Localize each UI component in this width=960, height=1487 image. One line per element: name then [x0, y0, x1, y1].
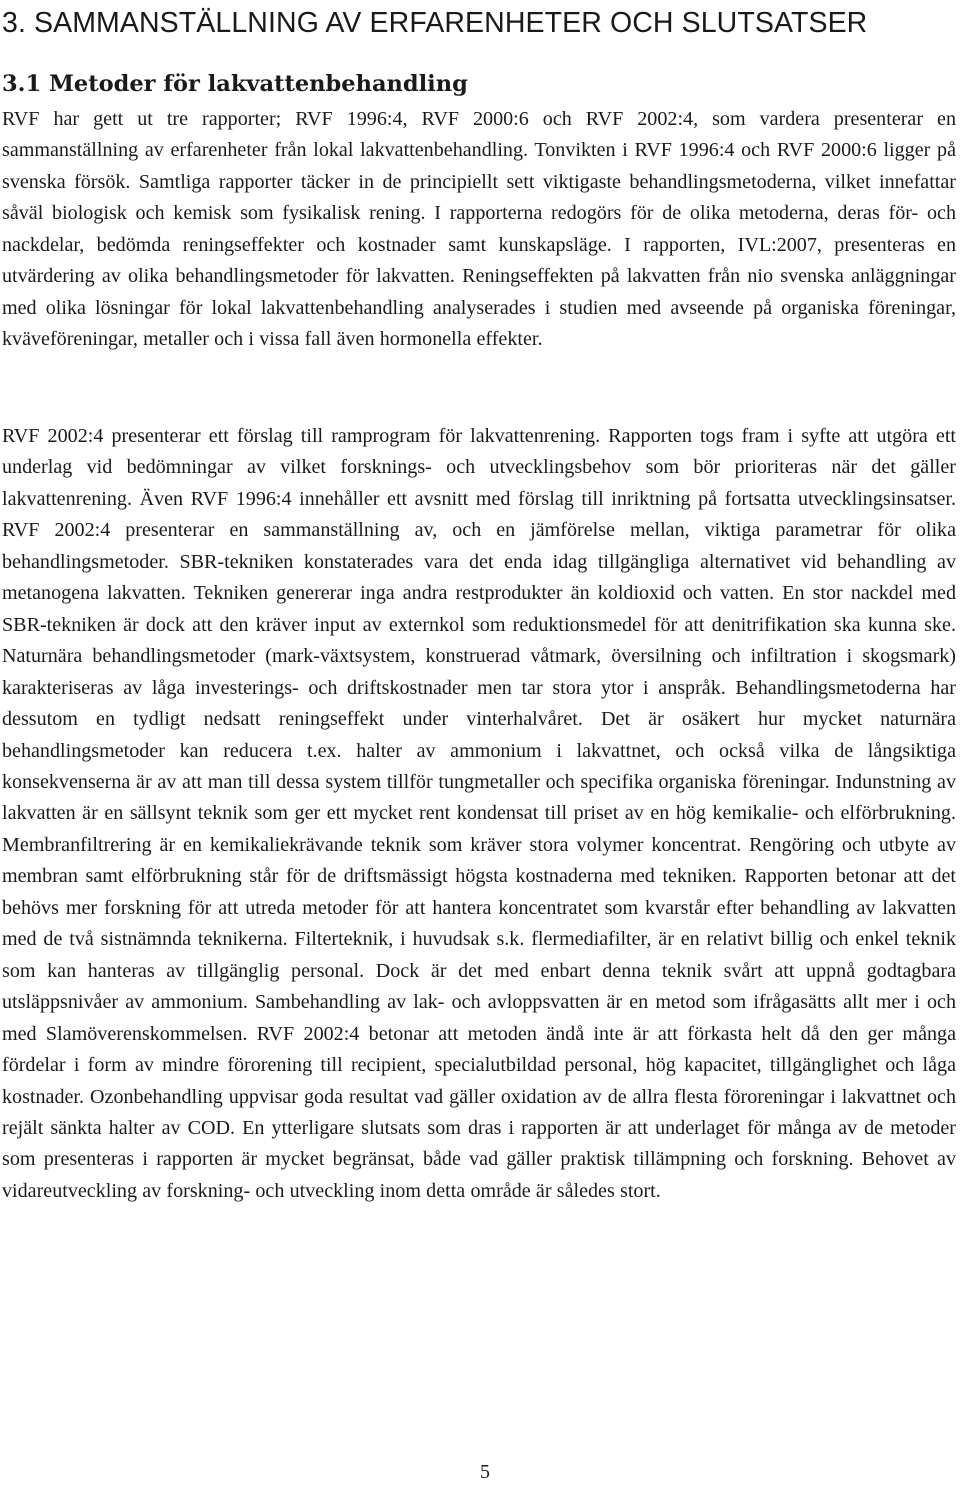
body-paragraph-1: RVF har gett ut tre rapporter; RVF 1996:4, RVF 2000:6 och RVF 2002:4, som vardera presenterar en sammanställning av erfarenheter från lokal lakvattenbehandling. Tonvikten i RVF 1996:4 och RVF 2000:6 ligger på svenska försök. Samtliga rapporter täcker in de principiellt sett viktigaste behandlingsmetoderna, vilket innefattar såväl biologisk och kemisk som fysikalisk rening. I rapporterna redogörs för de olika metoderna, deras för- och nackdelar, bedömda reningseffekter och kostnader samt kunskapsläge. I rapporten, IVL:2007, presenteras en utvärdering av olika behandlingsmetoder för lakvatten. Reningseffekten på lakvatten från nio svenska anläggningar med olika lösningar för lokal lakvattenbehandling analyserades i studien med avseende på organiska föreningar, kväveföreningar, metaller och i vissa fall även hormonella effekter. [2, 108, 956, 351]
chapter-title: 3. SAMMANSTÄLLNING AV ERFARENHETER OCH SLUTSATSER [2, 7, 868, 39]
body-paragraph-2: RVF 2002:4 presenterar ett förslag till ramprogram för lakvattenrening. Rapporten togs fram i syfte att utgöra ett underlag vid bedömningar av vilket forsknings- och utvecklingsbehov som bör prioriteras när det gäller lakvattenrening. Även RVF 1996:4 innehåller ett avsnitt med förslag till inriktning på fortsatta utvecklingsinsatser. RVF 2002:4 presenterar en sammanställning av, och en jämförelse mellan, viktiga parametrar för olika behandlingsmetoder. SBR-tekniken konstaterades vara det enda idag tillgängliga alternativet vid behandling av metanogena lakvatten. Tekniken genererar inga andra restprodukter än koldioxid och vatten. En stor nackdel med SBR-tekniken är dock att den kräver input av externkol som reduktionsmedel för att denitrifikation ska kunna ske. Naturnära behandlingsmetoder (mark-växtsystem, konstruerad våtmark, översilning och infiltration i skogsmark) karakteriseras av låga investerings- och driftskostnader men tar stora ytor i anspråk. Behandlingsmetoderna har dessutom en tydligt nedsatt reningseffekt under vinterhalvåret. Det är osäkert hur mycket naturnära behandlingsmetoder kan reducera t.ex. halter av ammonium i lakvattnet, och också vilka de långsiktiga konsekvenserna är av att man till dessa system tillför tungmetaller och specifika organiska föreningar. Indunstning av lakvatten är en sällsynt teknik som ger ett mycket rent kondensat till priset av en hög kemikalie- och elförbrukning. Membranfiltrering är en kemikaliekrävande teknik som kräver stora volymer koncentrat. Rengöring och utbyte av membran samt elförbrukning står för de driftsmässigt högsta kostnaderna med tekniken. Rapporten betonar att det behövs mer forskning för att utreda metoder för att hantera koncentratet som kvarstår efter behandling av lakvatten med de två sistnämnda teknikerna. Filterteknik, i huvudsak s.k. flermediafilter, är en relativt billig och enkel teknik som kan hanteras av tillgänglig personal. Dock är det med enbart denna teknik svårt att uppnå godtagbara utsläppsnivåer av ammonium. Sambehandling av lak- och avloppsvatten är en metod som ifrågasätts allt mer i och med Slamöverenskommelsen. RVF 2002:4 betonar att metoden ändå inte är att förkasta helt då den ger många fördelar i form av mindre förorening till recipient, specialutbildad personal, hög kapacitet, tillgänglighet och låga kostnader. Ozonbehandling uppvisar goda resultat vad gäller oxidation av de allra flesta föroreningar i lakvattnet och rejält sänkta halter av COD. En ytterligare slutsats som dras i rapporten är att underlaget för många av de metoder som presenteras i rapporten är mycket begränsat, både vad gäller praktisk tillämpning och forskning. Behovet av vidareutveckling av forskning- och utveckling inom detta område är således stort. [2, 425, 956, 1202]
section-title: 3.1 Metoder för lakvattenbehandling [2, 71, 468, 97]
page-number: 5 [480, 1461, 490, 1483]
